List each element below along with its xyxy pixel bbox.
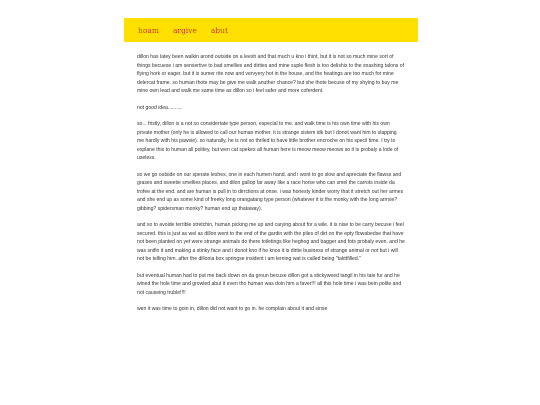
post-paragraph: but eventual human had to put me back down on da groun becuse dillon got a stickyweed tangil in his tale fur and he wined the hole time and growled abut it even tho human was doin him a faver!!! all this hole time i was bein polite and not causeing truble!!!! <box>137 272 402 296</box>
post-paragraph: not good idea.......... <box>137 104 183 111</box>
top-navigation-bar <box>124 18 418 42</box>
blog-post-body <box>137 53 405 322</box>
post-paragraph: so... fristly, dillon is a not so considertate type person, especial to me. and walk time is his own time with his own private mother (only he is allowed to call our human mother. it is strange sistem idk but I donot want him to slapping me hardly with his pawsie). so naturally, he is not so thriled to have little brother encroche on his specil time. I try to explane this to human all politey, but wen cat spekes all human here is meow meow meows so it is probaly a lode of useless. <box>137 121 399 161</box>
post-paragraph: and so to avoide terrible stretchin, human picking me up and carying about for a wile. it is nise to be carry becuse i feel secured. this is just as wel as dillon went to the end of the gardin with the piles of dirt on the epty flowabedse that have not been planted on yet were strange animals do there toiletings like heghog and bagger and fots probaly even. and he was snifin it and making a stinky face and i donot kno if he knos it is dirtie business of strange animal or not but i will not be telling him. after the dillonia box springse insident i am lerning wat is called being "takttfilled." <box>137 222 405 262</box>
nav-link-home[interactable]: hoam <box>138 25 159 35</box>
post-paragraph: dillon has latey been walkin arond outside on a leesh and that much u kno i thint, but it is not so much mine sort of things becuese i am sensertive to bad smellies and dirties and mine suple flesh is too delishis to the snashing talons of flying hork or eager. but it is sumer rite now and vervyery hot in the house, and the heatings are too much for mine delercat frame. so human thote may be give me walk anuther chance? but she thote becuse of my shying to buy me mine own lead and walk me same time as dillon so i feel safer and more coferdent. <box>137 54 405 94</box>
post-paragraph: so we go outside on our sperate leshes, one in each humen hand. and i wont to go slow and apreciate the flawss and grases and sweetie smellies places, and dilon gallop far away like a race horse who can smel the carrots inside da trofee at the end. and are human is pull in to dirrctions at onse. i was honesty kinder worry that it stretch out her armes and she end up as some kind of freeky long orangatang type person (whatever it is the monky with the long arrrsie? gibbing? spidersman monky? human end up thataway). <box>137 171 404 212</box>
nav-link-archive[interactable]: argive <box>172 25 197 35</box>
nav-link-about[interactable]: abut <box>210 25 228 35</box>
post-paragraph: wen it was time to goin in, dillon did not want to go in. he complain about it and sinse <box>137 306 328 312</box>
